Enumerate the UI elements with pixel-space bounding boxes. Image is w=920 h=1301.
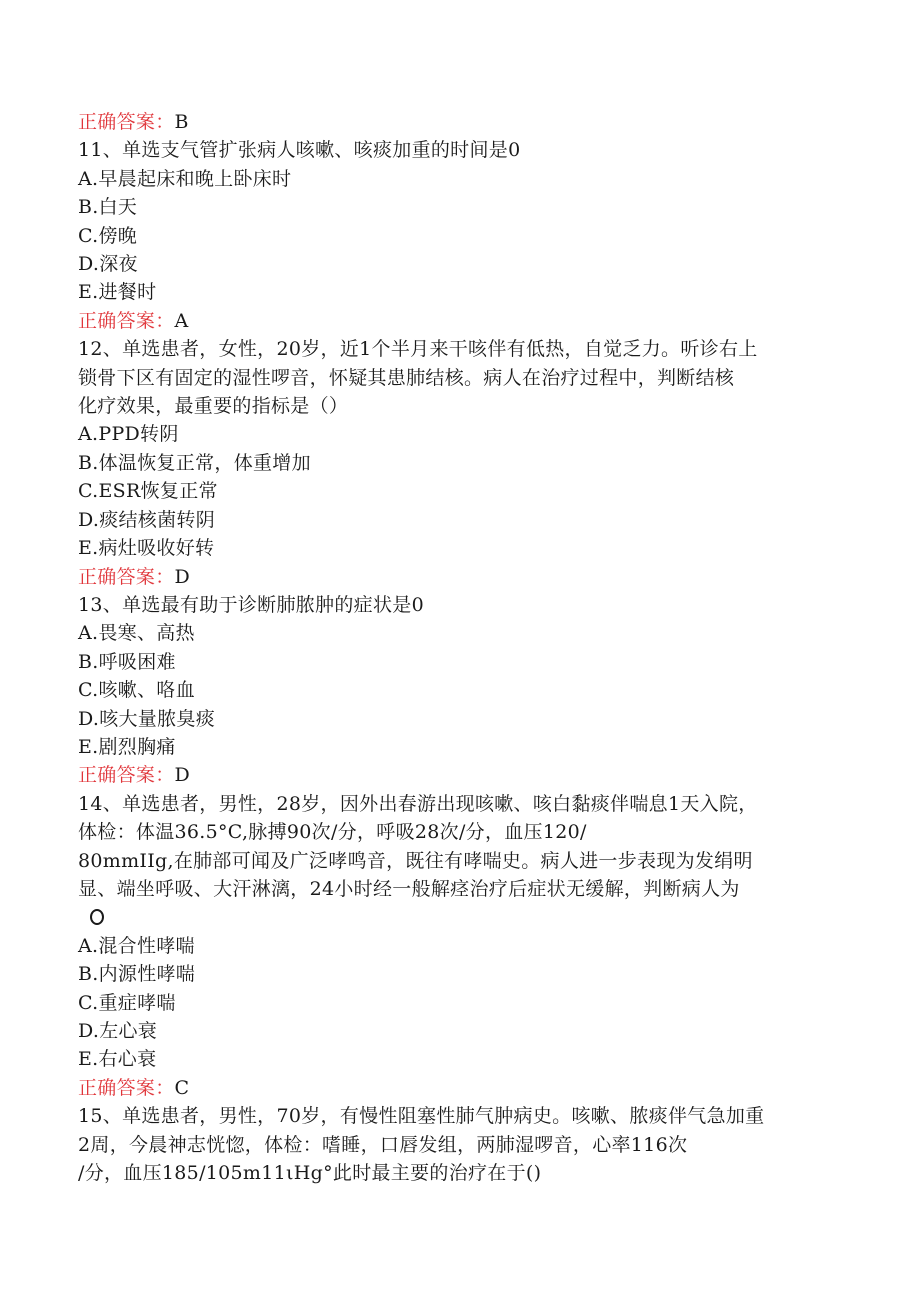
option-b: B.呼吸困难: [78, 650, 176, 673]
answer-blank: [78, 903, 838, 931]
option-e: E.进餐时: [78, 281, 157, 304]
option-a: A.混合性哮喘: [78, 934, 195, 957]
question-text: 13、单选最有助于诊断肺脓肿的症状是0: [78, 593, 424, 616]
question-13: [78, 591, 838, 790]
question-text-line: 化疗效果，最重要的指标是（）: [78, 395, 349, 418]
question-text-line: 80mmIIg,在肺部可闻及广泛哮鸣音，既往有哮喘史。病人进一步表现为发绢明: [78, 849, 753, 872]
question-15: [78, 1102, 838, 1187]
answer-line: 正确答案：B: [78, 111, 189, 133]
question-text: 11、单选支气管扩张病人咳嗽、咳痰加重的时间是0: [78, 139, 521, 162]
option-b: B.内源性哮喘: [78, 963, 196, 986]
option-a: A.PPD转阴: [78, 423, 179, 446]
question-text-line: 2周，今晨神志恍惚，体检：嗜睡，口唇发组，两肺湿啰音，心率116次: [78, 1133, 688, 1156]
question-text-line: 锁骨下区有固定的湿性啰音，怀疑其患肺结核。病人在治疗过程中，判断结核: [78, 366, 735, 389]
option-b: B.白天: [78, 196, 138, 219]
blank-circle-mark: [90, 909, 104, 925]
option-d: D.痰结核菌转阴: [78, 508, 215, 531]
option-c: C.咳嗽、咯血: [78, 679, 196, 702]
option-c: C.傍晚: [78, 224, 138, 247]
question-text-line: 15、单选患者，男性，70岁，有慢性阻塞性肺气肿病史。咳嗽、脓痰伴气急加重: [78, 1105, 765, 1128]
option-c: C.ESR恢复正常: [78, 480, 218, 503]
question-11: [78, 136, 838, 335]
question-text-line: 12、单选患者，女性，20岁，近1个半月来干咳伴有低热，自觉乏力。听诊右上: [78, 338, 758, 361]
option-d: D.咳大量脓臭痰: [78, 707, 215, 730]
option-e: E.病灶吸收好转: [78, 537, 215, 560]
option-b: B.体温恢复正常，体重增加: [78, 451, 311, 474]
question-text-line: 显、端坐呼吸、大汗淋漓，24小时经一般解痉治疗后症状无缓解，判断病人为: [78, 877, 740, 900]
answer-line: 正确答案：D: [78, 565, 191, 588]
option-c: C.重症哮喘: [78, 991, 176, 1014]
option-a: A.畏寒、高热: [78, 622, 195, 645]
question-12: [78, 335, 838, 591]
question-text-line: /分，血压185/105m11ιHg°此时最主要的治疗在于(): [78, 1162, 542, 1185]
option-e: E.剧烈胸痛: [78, 735, 176, 758]
document-page: [78, 108, 838, 1187]
question-14: [78, 790, 838, 1102]
answer-line: 正确答案：C: [78, 1076, 190, 1099]
option-a: A.早晨起床和晚上卧床时: [78, 167, 292, 190]
option-d: D.左心衰: [78, 1020, 158, 1042]
answer-line: 正确答案：A: [78, 309, 189, 332]
question-text-line: 体检：体温36.5°C,脉搏90次/分，呼吸28次/分，血压120/: [78, 821, 587, 844]
option-d: D.深夜: [78, 253, 138, 276]
answer-line: 正确答案：D: [78, 764, 191, 787]
question-text-line: 14、单选患者，男性，28岁，因外出春游出现咳嗽、咳白黏痰伴喘息1天入院，: [78, 792, 758, 815]
option-e: E.右心衰: [78, 1048, 157, 1071]
